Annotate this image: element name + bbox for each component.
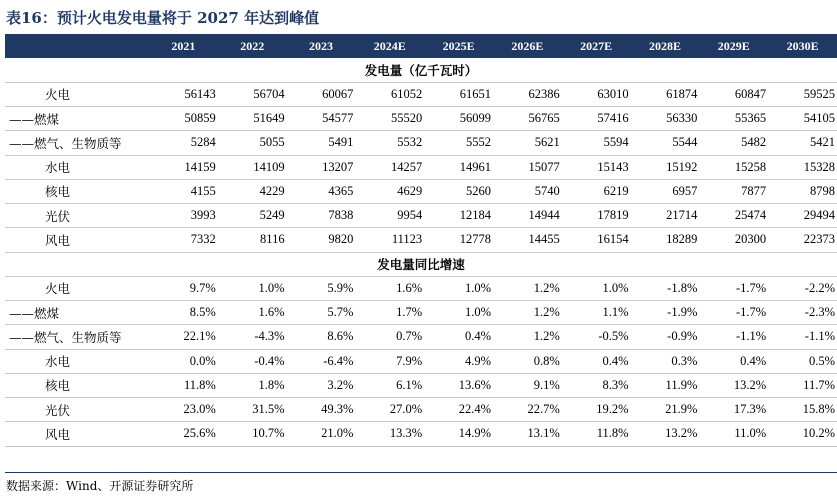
value-cell: 15.8% <box>768 398 837 422</box>
row-label: ——燃煤 <box>5 107 149 131</box>
row-label: 水电 <box>5 155 149 179</box>
value-cell: 10.7% <box>218 422 287 446</box>
value-cell: 14257 <box>355 155 424 179</box>
year-header: 2027E <box>580 38 613 53</box>
value-cell: 8798 <box>768 179 837 203</box>
row-label: 核电 <box>5 373 149 397</box>
value-cell: 56765 <box>493 107 562 131</box>
value-cell: 17819 <box>562 204 631 228</box>
year-header: 2021 <box>171 38 196 53</box>
value-cell: 11.0% <box>699 422 768 446</box>
value-cell: 1.0% <box>424 276 493 300</box>
table-row <box>5 373 837 397</box>
value-cell: 11.7% <box>768 373 837 397</box>
year-header: 2028E <box>648 38 681 53</box>
table-row <box>5 204 837 228</box>
value-cell: 61651 <box>424 82 493 106</box>
value-cell: 13.3% <box>355 422 424 446</box>
value-cell: 1.7% <box>355 301 424 325</box>
value-cell: -0.4% <box>218 349 287 373</box>
table-row <box>5 155 837 179</box>
header-corner <box>5 34 149 58</box>
value-cell: 7.9% <box>355 349 424 373</box>
row-label: 光伏 <box>5 398 149 422</box>
value-cell: 21714 <box>631 204 700 228</box>
bottom-rule <box>5 472 837 473</box>
value-cell: 29494 <box>768 204 837 228</box>
value-cell: 1.0% <box>424 301 493 325</box>
row-label: ——燃气、生物质等 <box>5 325 149 349</box>
value-cell: 5421 <box>768 131 837 155</box>
value-cell: 8.6% <box>287 325 356 349</box>
value-cell: 6219 <box>562 179 631 203</box>
value-cell: 5621 <box>493 131 562 155</box>
value-cell: 62386 <box>493 82 562 106</box>
value-cell: 56330 <box>631 107 700 131</box>
value-cell: 13.6% <box>424 373 493 397</box>
value-cell: 8116 <box>218 228 287 252</box>
value-cell: -1.7% <box>699 301 768 325</box>
value-cell: 3.2% <box>287 373 356 397</box>
value-cell: 5055 <box>218 131 287 155</box>
value-cell: 49.3% <box>287 398 356 422</box>
value-cell: 12184 <box>424 204 493 228</box>
value-cell: -2.2% <box>768 276 837 300</box>
value-cell: 15258 <box>699 155 768 179</box>
value-cell: 14455 <box>493 228 562 252</box>
value-cell: 3993 <box>149 204 218 228</box>
value-cell: 1.8% <box>218 373 287 397</box>
value-cell: 56143 <box>149 82 218 106</box>
table-row <box>5 422 837 446</box>
value-cell: 5.9% <box>287 276 356 300</box>
value-cell: 56099 <box>424 107 493 131</box>
section-heading-row <box>5 58 837 82</box>
value-cell: 9.7% <box>149 276 218 300</box>
header-row <box>5 34 837 58</box>
year-header: 2023 <box>308 38 333 53</box>
row-label: 光伏 <box>5 204 149 228</box>
value-cell: -4.3% <box>218 325 287 349</box>
row-label: 火电 <box>5 276 149 300</box>
value-cell: 9820 <box>287 228 356 252</box>
value-cell: 56704 <box>218 82 287 106</box>
value-cell: -1.7% <box>699 276 768 300</box>
table-title: 表16：预计火电发电量将于 2027 年达到峰值 <box>6 9 320 27</box>
value-cell: 55365 <box>699 107 768 131</box>
value-cell: 57416 <box>562 107 631 131</box>
value-cell: 0.3% <box>631 349 700 373</box>
value-cell: 12778 <box>424 228 493 252</box>
table-row <box>5 301 837 325</box>
value-cell: 6957 <box>631 179 700 203</box>
row-label: 火电 <box>5 82 149 106</box>
value-cell: 14944 <box>493 204 562 228</box>
value-cell: 4365 <box>287 179 356 203</box>
year-header: 2029E <box>717 38 750 53</box>
value-cell: 55520 <box>355 107 424 131</box>
value-cell: 1.6% <box>218 301 287 325</box>
section-heading: 发电量同比增速 <box>5 252 837 276</box>
value-cell: 50859 <box>149 107 218 131</box>
value-cell: 13.2% <box>631 422 700 446</box>
value-cell: -6.4% <box>287 349 356 373</box>
value-cell: -0.5% <box>562 325 631 349</box>
value-cell: -2.3% <box>768 301 837 325</box>
value-cell: 15077 <box>493 155 562 179</box>
table-row <box>5 131 837 155</box>
value-cell: 5249 <box>218 204 287 228</box>
value-cell: 5552 <box>424 131 493 155</box>
value-cell: 7838 <box>287 204 356 228</box>
value-cell: 60847 <box>699 82 768 106</box>
value-cell: 4.9% <box>424 349 493 373</box>
value-cell: 61874 <box>631 82 700 106</box>
table-row <box>5 349 837 373</box>
value-cell: 22.1% <box>149 325 218 349</box>
value-cell: -1.1% <box>768 325 837 349</box>
table-row <box>5 107 837 131</box>
value-cell: 0.5% <box>768 349 837 373</box>
value-cell: 54105 <box>768 107 837 131</box>
value-cell: 13.2% <box>699 373 768 397</box>
value-cell: 20300 <box>699 228 768 252</box>
value-cell: 5260 <box>424 179 493 203</box>
value-cell: 5284 <box>149 131 218 155</box>
value-cell: 6.1% <box>355 373 424 397</box>
value-cell: 13.1% <box>493 422 562 446</box>
table-body <box>5 58 837 446</box>
value-cell: 11123 <box>355 228 424 252</box>
year-header: 2026E <box>511 38 544 53</box>
value-cell: -1.8% <box>631 276 700 300</box>
value-cell: 5491 <box>287 131 356 155</box>
table-row <box>5 228 837 252</box>
value-cell: 21.9% <box>631 398 700 422</box>
row-label: 水电 <box>5 349 149 373</box>
row-label: ——燃气、生物质等 <box>5 131 149 155</box>
table-row <box>5 398 837 422</box>
value-cell: -0.9% <box>631 325 700 349</box>
value-cell: 25474 <box>699 204 768 228</box>
value-cell: 4155 <box>149 179 218 203</box>
value-cell: 1.2% <box>493 276 562 300</box>
value-cell: 15143 <box>562 155 631 179</box>
value-cell: 0.4% <box>424 325 493 349</box>
value-cell: 8.5% <box>149 301 218 325</box>
value-cell: 0.4% <box>562 349 631 373</box>
value-cell: 11.9% <box>631 373 700 397</box>
value-cell: 61052 <box>355 82 424 106</box>
table-row <box>5 325 837 349</box>
value-cell: 0.7% <box>355 325 424 349</box>
value-cell: 10.2% <box>768 422 837 446</box>
value-cell: 11.8% <box>149 373 218 397</box>
value-cell: 14159 <box>149 155 218 179</box>
value-cell: 23.0% <box>149 398 218 422</box>
value-cell: 13207 <box>287 155 356 179</box>
row-label: 风电 <box>5 228 149 252</box>
value-cell: 59525 <box>768 82 837 106</box>
value-cell: 9.1% <box>493 373 562 397</box>
value-cell: 27.0% <box>355 398 424 422</box>
section-heading-row <box>5 252 837 276</box>
value-cell: 1.0% <box>562 276 631 300</box>
value-cell: 18289 <box>631 228 700 252</box>
value-cell: 54577 <box>287 107 356 131</box>
value-cell: 15328 <box>768 155 837 179</box>
row-label: ——燃煤 <box>5 301 149 325</box>
year-header: 2025E <box>442 38 475 53</box>
value-cell: 7332 <box>149 228 218 252</box>
value-cell: 14961 <box>424 155 493 179</box>
year-header: 2030E <box>786 38 819 53</box>
value-cell: 22373 <box>768 228 837 252</box>
value-cell: 0.4% <box>699 349 768 373</box>
value-cell: 19.2% <box>562 398 631 422</box>
value-cell: 5482 <box>699 131 768 155</box>
value-cell: 9954 <box>355 204 424 228</box>
value-cell: 15192 <box>631 155 700 179</box>
value-cell: 22.7% <box>493 398 562 422</box>
value-cell: 0.8% <box>493 349 562 373</box>
value-cell: 63010 <box>562 82 631 106</box>
value-cell: 22.4% <box>424 398 493 422</box>
value-cell: 7877 <box>699 179 768 203</box>
value-cell: 5532 <box>355 131 424 155</box>
source-note: 数据来源：Wind、开源证券研究所 <box>6 479 194 493</box>
table-row <box>5 82 837 106</box>
value-cell: 5740 <box>493 179 562 203</box>
row-label: 风电 <box>5 422 149 446</box>
value-cell: 51649 <box>218 107 287 131</box>
value-cell: 1.0% <box>218 276 287 300</box>
value-cell: 17.3% <box>699 398 768 422</box>
row-label: 核电 <box>5 179 149 203</box>
value-cell: 60067 <box>287 82 356 106</box>
value-cell: 1.2% <box>493 325 562 349</box>
value-cell: 1.2% <box>493 301 562 325</box>
generation-table <box>5 34 837 447</box>
value-cell: 0.0% <box>149 349 218 373</box>
value-cell: 31.5% <box>218 398 287 422</box>
section-heading: 发电量（亿千瓦时） <box>5 58 837 82</box>
table-row <box>5 179 837 203</box>
value-cell: 14109 <box>218 155 287 179</box>
value-cell: 1.6% <box>355 276 424 300</box>
value-cell: 25.6% <box>149 422 218 446</box>
value-cell: 5594 <box>562 131 631 155</box>
year-header: 2024E <box>373 38 406 53</box>
value-cell: 21.0% <box>287 422 356 446</box>
value-cell: -1.9% <box>631 301 700 325</box>
year-header: 2022 <box>240 38 265 53</box>
value-cell: 8.3% <box>562 373 631 397</box>
value-cell: 14.9% <box>424 422 493 446</box>
value-cell: 5544 <box>631 131 700 155</box>
value-cell: -1.1% <box>699 325 768 349</box>
value-cell: 4629 <box>355 179 424 203</box>
value-cell: 1.1% <box>562 301 631 325</box>
value-cell: 16154 <box>562 228 631 252</box>
table-row <box>5 276 837 300</box>
value-cell: 11.8% <box>562 422 631 446</box>
value-cell: 4229 <box>218 179 287 203</box>
value-cell: 5.7% <box>287 301 356 325</box>
